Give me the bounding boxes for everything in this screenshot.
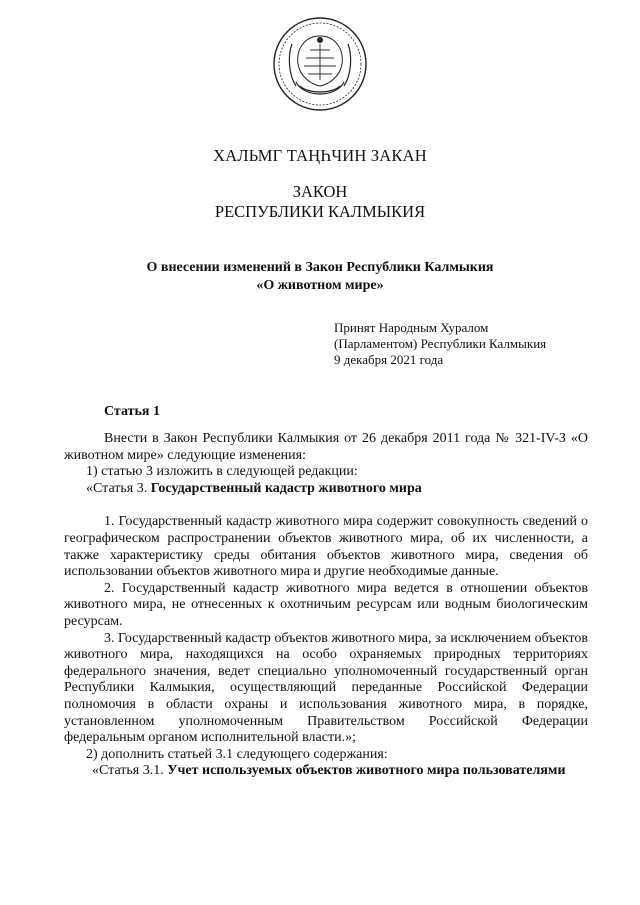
law-title-line2: «О животном мире» (256, 278, 384, 293)
adoption-date: 9 декабря 2021 года (334, 352, 444, 367)
kalmyk-law-title: ХАЛЬМГ ТАҢҺЧИН ЗАКАН (213, 146, 427, 165)
republic-name: РЕСПУБЛИКИ КАЛМЫКИЯ (214, 202, 426, 221)
law-title-line1: О внесении изменений в Закон Республики Калмыкия (146, 260, 494, 275)
article-3-heading (64, 481, 588, 498)
adoption-note (334, 320, 546, 368)
coat-of-arms-emblem (270, 14, 370, 114)
intro-paragraph: Внести в Закон Республики Калмыкия от 26 декабря 2011 года № 321-IV-З «О животном мире» следующие изменения: (64, 431, 588, 463)
article-3-1-title: Учет используемых объектов животного мира пользователями (167, 763, 566, 779)
paragraph-1: 1. Государственный кадастр животного мира содержит совокупность сведений о географическом распространении объектов животного мира, об их численности, а также характеристику среды обитания объектов животного мира, сведения об использовании объектов животного мира и другие необходимые данные. (64, 514, 588, 580)
amendment-item-1: 1) статью 3 изложить в следующей редакции: (86, 464, 358, 480)
paragraph-3: 3. Государственный кадастр объектов животного мира, за исключением объектов животного мира, находящихся на особо охраняемых природных территориях федерального значения, ведет специально уполномоченный государственный орган Республики Калмыкия, осуществляющий переданные Российской Федерации полномочия в области охраны и использования животного мира, в порядке, установленном уполномоченным Правительством Российской Федерации федеральным органом исполнительной власти.»; (64, 630, 588, 746)
law-title (0, 259, 640, 295)
paragraph-2: 2. Государственный кадастр животного мира ведется в отношении объектов животного мира, не отнесенных к охотничьим ресурсам или водным биологическим ресурсам. (64, 580, 588, 629)
article-3-1-prefix: «Статья 3.1. (92, 763, 164, 779)
adoption-line1: Принят Народным Хуралом (334, 320, 489, 335)
article-3-title: Государственный кадастр животного мира (150, 480, 422, 496)
law-body (64, 431, 588, 780)
law-heading (0, 182, 640, 222)
adoption-line2: (Парламентом) Республики Калмыкия (334, 336, 547, 351)
law-label: ЗАКОН (292, 182, 348, 201)
article-heading: Статья 1 (104, 404, 160, 419)
article-3-1-heading (64, 763, 588, 780)
amendment-item-2: 2) дополнить статьей 3.1 следующего содержания: (86, 746, 388, 762)
article-3-prefix: «Статья 3. (86, 480, 148, 496)
